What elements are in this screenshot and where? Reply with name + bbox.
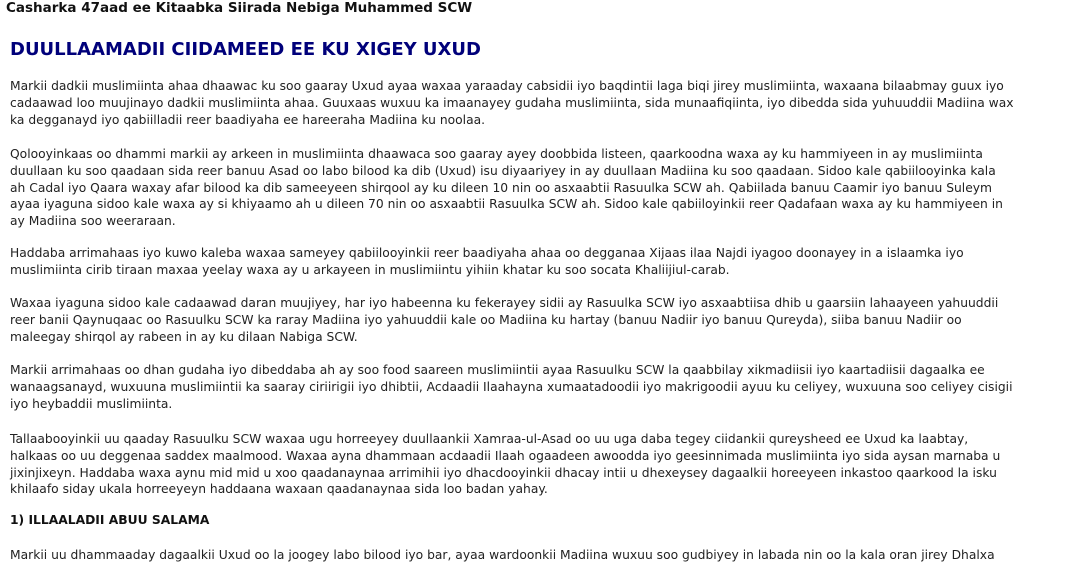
text-line: Qolooyinkaas oo dhammi markii ay arkeen in muslimiinta dhaawaca soo gaaray ayey doobbida listeen, qaarkoodna waxa ay ku hammiyeen in ay muslimiinta bbox=[10, 147, 983, 161]
text-line: cadaawad loo muujinayo dadkii muslimiinta ahaa. Guuxaas wuxuu ka imaanayey gudaha muslimiinta, sida munaafiqiinta, iyo dibedda sida yuhuuddii Madiina wax bbox=[10, 95, 1014, 110]
paragraph-6 bbox=[10, 431, 1000, 498]
section-heading: 1) ILLAALADII ABUU SALAMA bbox=[10, 513, 210, 527]
text-line: Markii dadkii muslimiinta ahaa dhaawac ku soo gaaray Uxud ayaa waxaa yaraaday cabsidii iyo baqdintii laga biqi jirey muslimiinta, waxaana bilaabmay guux iyo bbox=[10, 79, 1004, 93]
paragraph-3 bbox=[10, 245, 964, 279]
text-line: Tallaabooyinkii uu qaaday Rasuulku SCW waxaa ugu horreeyey duullaankii Xamraa-ul-Asad oo uu uga daba tegey ciidankii qureysheed ee Uxud ka laabtay, bbox=[10, 432, 969, 446]
text-line: Markii arrimahaas oo dhan gudaha iyo dibeddaba ah ay soo food saareen muslimiintii ayaa Rasuulku SCW la qaabbilay xikmadiisii iyo kaartadiisii dagaalka ee bbox=[10, 363, 985, 377]
text-line: iyo heybaddii muslimiinta. bbox=[10, 396, 173, 411]
article-content bbox=[10, 38, 1066, 562]
paragraph-1 bbox=[10, 78, 1014, 128]
paragraph-5 bbox=[10, 362, 1013, 412]
text-line: duullaan ku soo qaadaan sida reer banuu Asad oo labo bilood ka dib (Uxud) isu diyaariyey in ay duullaan Madiina ku soo qaadaan. Sidoo kale qabiilooyinka kala bbox=[10, 163, 996, 178]
text-line: Markii uu dhammaaday dagaalkii Uxud oo la joogey labo bilood iyo bar, ayaa wardoonkii Madiina wuxuu soo gudbiyey in labada nin oo la kala oran jirey Dhalxa bbox=[10, 548, 995, 562]
text-line: ay Madiina soo weeraraan. bbox=[10, 214, 176, 229]
text-line: ka degganayd iyo qabiilladii reer baadiyaha ee hareeraha Madiina ku noolaa. bbox=[10, 112, 486, 127]
text-line: Waxaa iyaguna sidoo kale cadaawad daran muujiyey, har iyo habeenna ku fekerayey sidii ay Rasuulka SCW iyo asxaabtiisa dhib u gaarsiin lahaayeen yahuuddii bbox=[10, 296, 999, 310]
text-line: wanaagsanayd, wuxuuna muslimiintii ka saaray ciriirigii iyo dhibtii, Acdaadii Ilaahayna xumaatadoodii iyo makrigoodii ayuu ku celiyey, wuxuuna soo celiyey cisigii bbox=[10, 379, 1013, 394]
text-line: maleegay shirqol ay rabeen in ay ku dilaan Nabiga SCW. bbox=[10, 329, 358, 344]
text-line: muslimiinta cirib tiraan maxaa yeelay waxa ay u arkayeen in muslimiintu yihiin khatar ku soo socata Khaliijiul-carab. bbox=[10, 262, 730, 277]
text-line: ayaa iyaguna sidoo kale waxa ay si khiyaamo ah u dileen 70 nin oo asxaabtii Rasuulka SCW ah. Sidoo kale qabiiloyinkii reer Qadafaan waxa ay ku hammiyeen in bbox=[10, 197, 1003, 212]
chapter-heading: DUULLAAMADII CIIDAMEED EE KU XIGEY UXUD bbox=[10, 39, 481, 60]
paragraph-4 bbox=[10, 295, 998, 345]
text-line: jixinjixeyn. Haddaba waxa aynu mid mid u xoo qaadanaynaa arrimihii iyo dhacdooyinkii dhacay intii u dhexeysey dagaalkii horeeyeen inkastoo qaarkood la isku bbox=[10, 465, 997, 480]
document-title: Casharka 47aad ee Kitaabka Siirada Nebiga Muhammed SCW bbox=[6, 0, 473, 16]
text-line: halkaas oo uu deggenaa saddex maalmood. Waxaa ayna dhammaan acdaadii Ilaah ogaadeen awoodda iyo geesinnimada muslimiinta iyo sida aysan marnaba u bbox=[10, 448, 1001, 463]
text-line: khilaafo siday ukala horreeyeyn haddaana waxaan qaadanaynaa sida loo badan yahay. bbox=[10, 482, 548, 497]
text-line: reer banii Qaynuqaac oo Rasuulku SCW ka raray Madiina iyo yahuuddii kale oo Madiina ku hartay (banuu Nadiir iyo banuu Qureyda), siiba banuu Nadiir oo bbox=[10, 312, 962, 327]
text-line: ah Cadal iyo Qaara waxay afar bilood ka dib sameeyeen shirqool ay ku dileen 10 nin oo asxaabtii Rasuulka SCW ah. Qabiilada banuu Caamir iyo banuu Suleym bbox=[10, 180, 993, 195]
paragraph-7 bbox=[10, 547, 995, 564]
text-line: Haddaba arrimahaas iyo kuwo kaleba waxaa sameyey qabiilooyinkii reer baadiyaha ahaa oo degganaa Xijaas ilaa Najdi iyagoo doonayey in a islaamka iyo bbox=[10, 246, 964, 260]
paragraph-2 bbox=[10, 146, 1003, 230]
